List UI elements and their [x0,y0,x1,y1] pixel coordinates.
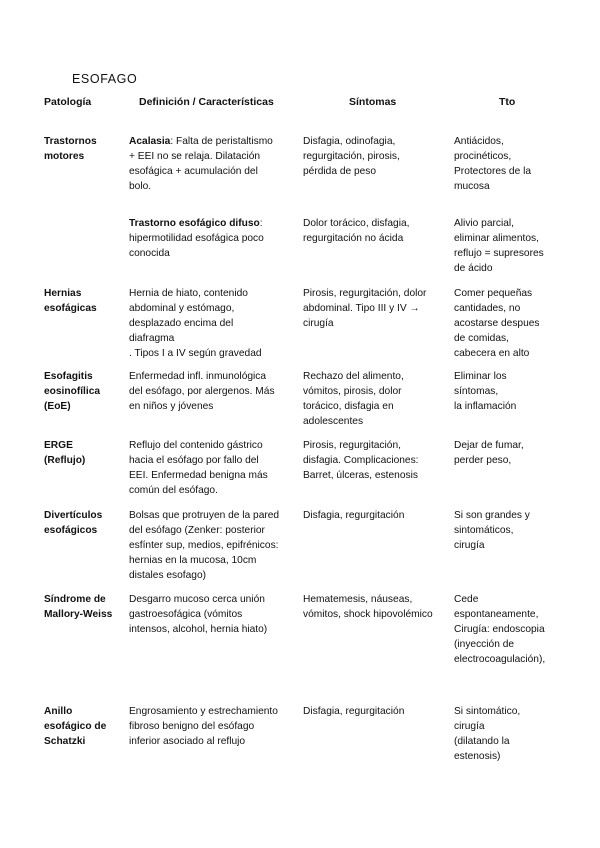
row-sintomas: Disfagia, regurgitación [303,706,405,717]
header-patologia: Patología [44,96,92,108]
row-definicion [129,216,301,261]
row-sintomas: Hematemesis, náuseas, vómitos, shock hipovolémico [303,594,433,620]
row-definicion [129,286,301,361]
definicion-text: : hipermotilidad esofágica poco conocida [129,218,264,259]
definicion-text: Engrosamiento y estrechamiento fibroso benigno del esófago inferior asociado al reflujo [129,706,278,747]
row-sintomas: Pirosis, regurgitación, disfagia. Complicaciones: Barret, úlceras, estenosis [303,440,419,481]
row-patologia: Trastornos motores [44,136,97,162]
definicion-term: Trastorno esofágico difuso [129,218,260,229]
row-tto: Dejar de fumar, perder peso, [454,440,524,466]
header-sintomas: Síntomas [349,96,397,108]
row-patologia: Síndrome de Mallory-Weiss [44,594,113,620]
row-tto: Eliminar los síntomas, la inflamación [454,371,517,412]
definicion-text: Reflujo del contenido gástrico hacia el esófago por fallo del EEI. Enfermedad benigna más común del esófago. [129,440,268,496]
row-patologia: Anillo esofágico de Schatzki [44,706,107,747]
row-sintomas: Dolor torácico, disfagia, regurgitación no ácida [303,218,410,244]
row-definicion [129,508,301,583]
definicion-text: Hernia de hiato, contenido abdominal y estómago, desplazado encima del diafragma . Tipos I a IV según gravedad [129,288,262,359]
row-sintomas: Disfagia, regurgitación [303,510,405,521]
row-sintomas: Pirosis, regurgitación, dolor abdominal. Tipo III y IV → cirugía [303,288,427,329]
row-tto: Alivio parcial, eliminar alimentos, reflujo = supresores de ácido [454,218,544,274]
row-definicion [129,704,301,749]
row-patologia: Esofagitis eosinofílica (EoE) [44,371,101,412]
definicion-text: Bolsas que protruyen de la pared del esófago (Zenker: posterior esfínter sup, medios, epifrénicos: hernias en la mucosa, 10cm distales esofago) [129,510,280,581]
header-tto: Tto [499,96,516,108]
row-tto: Si sintomático, cirugía (dilatando la estenosis) [454,706,521,762]
row-definicion [129,134,301,194]
row-tto: Cede espontaneamente, Cirugía: endoscopia (inyección de electrocoagulación), [454,594,546,665]
row-definicion [129,369,301,414]
definicion-text: : Falta de peristaltismo + EEI no se relaja. Dilatación esofágica + acumulación del bolo. [129,136,273,192]
definicion-term: Acalasia [129,136,171,147]
row-patologia: Divertículos esofágicos [44,510,103,536]
page-title: ESOFAGO [72,72,138,86]
row-sintomas: Disfagia, odinofagia, regurgitación, pirosis, pérdida de peso [303,136,400,177]
definicion-text: Enfermedad infl. inmunológica del esófago, por alergenos. Más en niños y jóvenes [129,371,275,412]
definicion-text: Desgarro mucoso cerca unión gastroesofágica (vómitos intensos, alcohol, hernia hiato) [129,594,268,635]
row-tto: Comer pequeñas cantidades, no acostarse despues de comidas, cabecera en alto [454,288,540,359]
row-definicion [129,438,301,498]
row-definicion [129,592,301,637]
header-definicion: Definición / Características [139,96,274,108]
row-tto: Antiácidos, procinéticos, Protectores de la mucosa [454,136,532,192]
row-sintomas: Rechazo del alimento, vómitos, pirosis, dolor torácico, disfagia en adolescentes [303,371,404,427]
row-tto: Si son grandes y sintomáticos, cirugía [454,510,530,551]
row-patologia: Hernias esofágicas [44,288,97,314]
row-patologia: ERGE (Reflujo) [44,440,86,466]
